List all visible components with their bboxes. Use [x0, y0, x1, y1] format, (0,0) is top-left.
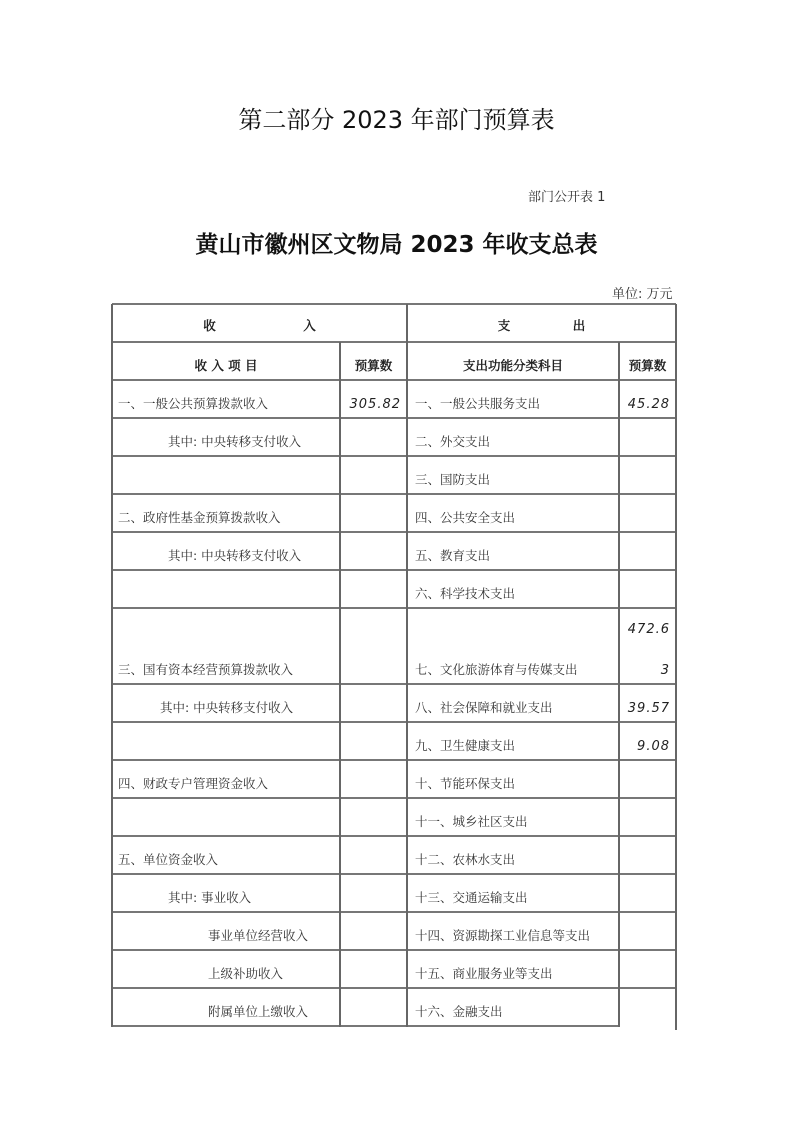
expense-item-cell — [407, 456, 619, 494]
expense-budget-cell — [619, 608, 676, 684]
grid-line — [112, 379, 676, 381]
grid-line — [339, 342, 341, 1027]
income-item-cell — [112, 912, 340, 950]
income-budget-cell — [340, 380, 407, 418]
income-item-cell — [112, 722, 340, 760]
expense-item-cell-text: 四、公共安全支出 — [415, 510, 516, 525]
income-budget-cell — [340, 418, 407, 456]
income-budget-header-text: 预算数 — [354, 358, 393, 373]
expense-budget-cell — [619, 912, 676, 950]
income-item-cell — [112, 494, 340, 532]
income-item-cell — [112, 836, 340, 874]
expense-budget-cell — [619, 456, 676, 494]
income-group-header-text: 收 入 — [203, 318, 316, 333]
expense-budget-cell — [619, 950, 676, 988]
income-item-cell — [112, 684, 340, 722]
expense-item-cell — [407, 570, 619, 608]
income-item-cell-text: 其中: 中央转移支付收入 — [160, 700, 294, 715]
expense-item-cell — [407, 836, 619, 874]
expense-budget-cell-text: 45.28 — [627, 397, 670, 412]
grid-line — [112, 721, 676, 723]
expense-item-cell — [407, 722, 619, 760]
expense-item-cell-text: 十三、交通运输支出 — [415, 890, 528, 905]
expense-item-cell-text: 十六、金融支出 — [415, 1004, 503, 1019]
expense-budget-header-text: 预算数 — [628, 358, 667, 373]
income-item-cell — [112, 608, 340, 684]
expense-item-cell-text: 六、科学技术支出 — [415, 586, 516, 601]
expense-item-cell — [407, 608, 619, 684]
expense-group-header — [407, 304, 676, 342]
grid-line — [112, 341, 676, 343]
grid-line — [112, 949, 676, 951]
grid-line — [675, 304, 677, 1030]
income-budget-cell-text: 305.82 — [349, 397, 401, 412]
income-item-header-text: 收 入 项 目 — [194, 358, 258, 373]
income-item-cell-text: 五、单位资金收入 — [118, 852, 219, 867]
expense-item-cell-text: 五、教育支出 — [415, 548, 491, 563]
expense-item-cell — [407, 988, 619, 1026]
income-budget-cell — [340, 570, 407, 608]
grid-line — [406, 304, 408, 1027]
table-title: 黄山市徽州区文物局 2023 年收支总表 — [195, 232, 598, 258]
income-item-cell — [112, 532, 340, 570]
income-budget-cell — [340, 532, 407, 570]
income-budget-cell — [340, 798, 407, 836]
expense-item-cell-text: 十二、农林水支出 — [415, 852, 516, 867]
grid-line — [112, 1025, 619, 1027]
income-budget-cell — [340, 456, 407, 494]
income-budget-cell — [340, 684, 407, 722]
expense-budget-cell-text: 9.08 — [637, 739, 670, 754]
expense-item-cell-text: 十、节能环保支出 — [415, 776, 516, 791]
grid-line — [112, 417, 676, 419]
expense-item-cell-text: 三、国防支出 — [415, 472, 491, 487]
income-group-header — [112, 304, 407, 342]
expense-item-cell — [407, 380, 619, 418]
expense-item-cell — [407, 760, 619, 798]
income-item-header — [112, 342, 340, 380]
income-item-cell — [112, 570, 340, 608]
income-item-cell — [112, 874, 340, 912]
income-budget-cell — [340, 608, 407, 684]
expense-budget-cell — [619, 760, 676, 798]
grid-line — [112, 569, 676, 571]
income-item-cell-text: 二、政府性基金预算拨款收入 — [118, 510, 281, 525]
grid-line — [112, 759, 676, 761]
grid-line — [112, 987, 676, 989]
grid-line — [112, 531, 676, 533]
expense-budget-cell — [619, 532, 676, 570]
expense-item-cell — [407, 418, 619, 456]
expense-item-cell-text: 十一、城乡社区支出 — [415, 814, 528, 829]
expense-item-cell-text: 十四、资源勘探工业信息等支出 — [415, 928, 591, 943]
expense-item-cell — [407, 950, 619, 988]
expense-item-cell — [407, 798, 619, 836]
income-budget-cell — [340, 912, 407, 950]
expense-item-cell — [407, 912, 619, 950]
income-budget-cell — [340, 950, 407, 988]
expense-item-cell — [407, 494, 619, 532]
income-budget-cell — [340, 988, 407, 1026]
expense-budget-cell — [619, 722, 676, 760]
income-item-cell-text: 事业单位经营收入 — [208, 928, 309, 943]
expense-budget-text: 472.6 — [627, 622, 670, 637]
income-item-cell-text: 一、一般公共预算拨款收入 — [118, 396, 269, 411]
income-item-cell-text: 其中: 中央转移支付收入 — [168, 548, 302, 563]
income-item-cell — [112, 798, 340, 836]
income-item-cell — [112, 950, 340, 988]
income-item-cell — [112, 380, 340, 418]
income-budget-cell — [340, 760, 407, 798]
expense-item-cell-text: 二、外交支出 — [415, 434, 491, 449]
grid-line — [111, 304, 113, 1027]
grid-line — [112, 493, 676, 495]
expense-budget-text: 3 — [660, 663, 670, 678]
expense-budget-cell — [619, 874, 676, 912]
expense-budget-cell — [619, 380, 676, 418]
expense-budget-cell — [619, 494, 676, 532]
expense-budget-cell — [619, 988, 676, 1026]
unit-label: 单位: 万元 — [612, 287, 673, 302]
grid-line — [112, 683, 676, 685]
expense-group-header-text: 支 出 — [497, 318, 586, 333]
expense-item-cell — [407, 874, 619, 912]
income-budget-header — [340, 342, 407, 380]
grid-line — [112, 911, 676, 913]
expense-budget-cell — [619, 418, 676, 456]
income-item-cell — [112, 456, 340, 494]
expense-item-cell — [407, 684, 619, 722]
expense-budget-cell — [619, 684, 676, 722]
income-budget-cell — [340, 722, 407, 760]
expense-item-cell-text: 八、社会保障和就业支出 — [415, 700, 553, 715]
expense-budget-cell-text: 39.57 — [627, 701, 670, 716]
income-item-cell — [112, 988, 340, 1026]
grid-line — [112, 607, 676, 609]
income-item-cell — [112, 760, 340, 798]
expense-item-cell-text: 十五、商业服务业等支出 — [415, 966, 553, 981]
income-budget-cell — [340, 836, 407, 874]
income-item-cell-text: 上级补助收入 — [208, 966, 284, 981]
expense-budget-cell — [619, 798, 676, 836]
expense-item-cell-text: 九、卫生健康支出 — [415, 738, 516, 753]
expense-item-header-text: 支出功能分类科目 — [462, 358, 563, 373]
grid-line — [112, 303, 676, 305]
income-budget-cell — [340, 874, 407, 912]
grid-line — [112, 455, 676, 457]
grid-line — [112, 873, 676, 875]
expense-item-cell — [407, 532, 619, 570]
grid-line — [618, 342, 620, 1027]
income-item-cell-text: 四、财政专户管理资金收入 — [118, 776, 269, 791]
part-title: 第二部分 2023 年部门预算表 — [238, 106, 555, 134]
grid-line — [112, 835, 676, 837]
expense-item-cell-text: 七、文化旅游体育与传媒支出 — [415, 662, 578, 677]
income-item-cell-text: 其中: 中央转移支付收入 — [168, 434, 302, 449]
expense-item-cell-text: 一、一般公共服务支出 — [415, 396, 541, 411]
table-number: 部门公开表 1 — [528, 190, 606, 205]
income-budget-cell — [340, 494, 407, 532]
expense-budget-header — [619, 342, 676, 380]
income-item-cell — [112, 418, 340, 456]
grid-line — [112, 797, 676, 799]
income-item-cell-text: 其中: 事业收入 — [168, 890, 252, 905]
expense-item-header — [407, 342, 619, 380]
expense-budget-cell — [619, 570, 676, 608]
expense-budget-cell — [619, 836, 676, 874]
income-item-cell-text: 三、国有资本经营预算拨款收入 — [118, 662, 294, 677]
income-item-cell-text: 附属单位上缴收入 — [208, 1004, 309, 1019]
